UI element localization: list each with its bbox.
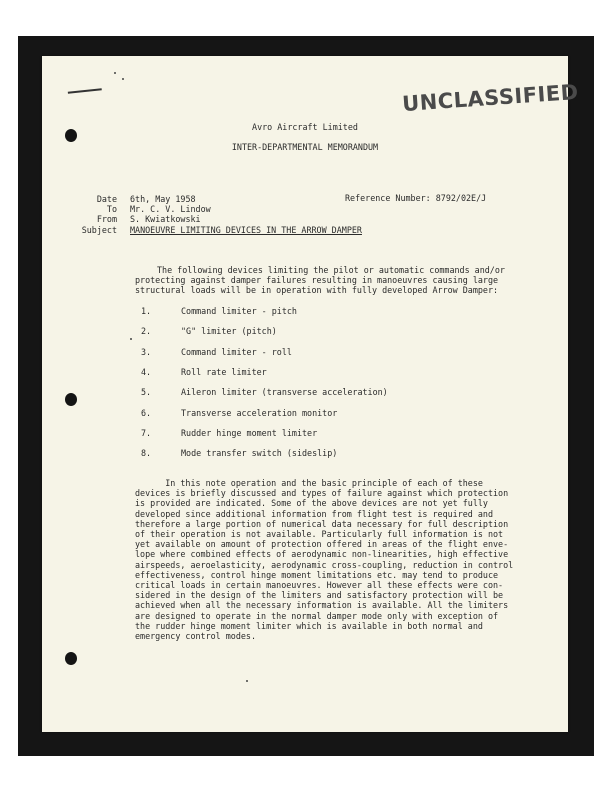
paragraph-line: are designed to operate in the normal damper mode only with exception of <box>135 610 499 621</box>
list-number: 2. <box>141 326 152 337</box>
paragraph-line: lope where combined effects of aerodynamic non-linearities, high effective <box>135 549 509 560</box>
from-label: From <box>96 214 117 225</box>
list-number: 5. <box>141 387 152 398</box>
pen-mark <box>68 88 102 98</box>
from-value: S. Kwiatkowski <box>130 214 201 225</box>
paragraph-line: protecting against damper failures resulting in manoeuvres causing large <box>135 275 499 286</box>
speck <box>246 680 248 682</box>
date-value: 6th, May 1958 <box>130 194 196 204</box>
company-name: Avro Aircraft Limited <box>252 122 358 132</box>
paragraph-line: critical loads in certain manoeuvres. However all these effects were con- <box>135 580 504 591</box>
date-label: Date <box>96 194 117 204</box>
speck <box>122 78 124 80</box>
paragraph-line: the rudder hinge moment limiter which is available in both normal and <box>135 620 483 631</box>
paragraph-line: devices is briefly discussed and types of failure against which protection <box>135 488 509 499</box>
list-number: 6. <box>141 407 152 418</box>
paragraph-line: yet available on amount of protection offered in areas of the flight enve- <box>135 539 509 550</box>
memo-page <box>42 56 580 732</box>
punch-hole-bottom <box>65 652 77 665</box>
paragraph-line: The following devices limiting the pilot or automatic commands and/or <box>157 265 505 275</box>
paragraph-line: In this note operation and the basic principle of each of these <box>135 478 483 488</box>
list-text: Command limiter - pitch <box>181 306 297 316</box>
paragraph-line: developed since additional information from flight test is required and <box>135 508 493 519</box>
list-number: 8. <box>141 448 152 459</box>
list-text: Mode transfer switch (sideslip) <box>181 448 338 459</box>
list-number: 7. <box>141 427 152 438</box>
subject-label: Subject <box>81 224 117 235</box>
punch-hole-middle <box>65 393 77 406</box>
body-paragraph <box>135 478 535 641</box>
paragraph-line: emergency control modes. <box>135 631 257 642</box>
paragraph-line: of their operation is not available. Particularly full information is not <box>135 529 504 540</box>
unclassified-stamp: UNCLASSIFIED <box>401 79 580 117</box>
speck <box>130 338 132 340</box>
speck <box>114 72 116 74</box>
reference-number: Reference Number: 8792/02E/J <box>345 193 487 203</box>
list-text: Command limiter - roll <box>181 346 292 357</box>
list-text: Transverse acceleration monitor <box>181 407 338 418</box>
paragraph-line: achieved when all the necessary information is available. All the limiters <box>135 600 509 611</box>
header-labels <box>82 194 117 235</box>
list-text: Aileron limiter (transverse acceleration) <box>181 387 388 398</box>
paragraph-line: airspeeds, aeroelasticity, aerodynamic cross-coupling, reduction in control <box>135 559 514 570</box>
list-number: 3. <box>141 346 152 357</box>
list-text: "G" limiter (pitch) <box>181 326 277 337</box>
list-text: Roll rate limiter <box>181 366 267 377</box>
paragraph-line: therefore a large portion of numerical data necessary for full description <box>135 518 509 529</box>
intro-paragraph <box>135 265 535 296</box>
list-number: 4. <box>141 366 152 377</box>
paragraph-line: sidered in the design of the limiters and satisfactory protection will be <box>135 590 504 601</box>
to-label: To <box>106 204 117 215</box>
header-values <box>130 194 362 235</box>
subject-value: MANOEUVRE LIMITING DEVICES IN THE ARROW DAMPER <box>130 224 362 235</box>
to-value: Mr. C. V. Lindow <box>130 204 211 215</box>
list-number: 1. <box>141 306 152 316</box>
paragraph-line: structural loads will be in operation with fully developed Arrow Damper: <box>135 285 499 296</box>
list-text: Rudder hinge moment limiter <box>181 427 318 438</box>
paragraph-line: is provided are indicated. Some of the above devices are not yet fully <box>135 498 488 509</box>
memo-title: INTER-DEPARTMENTAL MEMORANDUM <box>231 142 379 152</box>
paragraph-line: effectiveness, control hinge moment limitations etc. may tend to produce <box>135 569 499 580</box>
